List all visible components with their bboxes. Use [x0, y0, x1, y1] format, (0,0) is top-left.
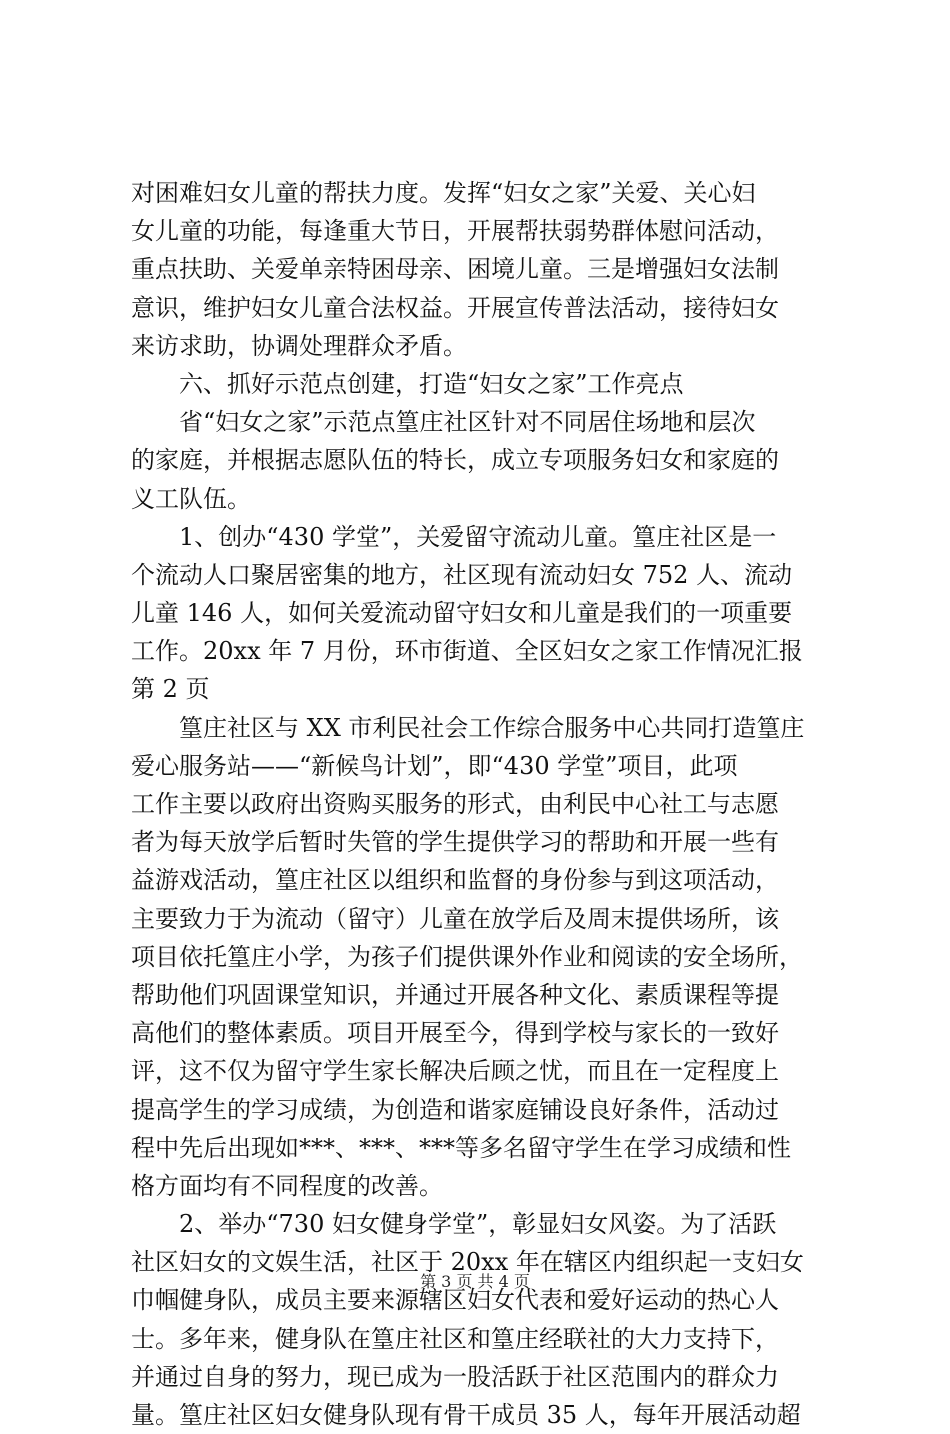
text-line: 巾帼健身队，成员主要来源辖区妇女代表和爱好运动的热心人: [131, 1286, 779, 1315]
text-line: 评，这不仅为留守学生家长解决后顾之忧，而且在一定程度上: [131, 1057, 779, 1086]
text-line: 者为每天放学后暂时失管的学生提供学习的帮助和开展一些有: [131, 828, 779, 857]
text-line: 重点扶助、关爱单亲特困母亲、困境儿童。三是增强妇女法制: [131, 255, 779, 284]
text-line: 士。多年来，健身队在篁庄社区和篁庄经联社的大力支持下，: [131, 1324, 779, 1353]
text-line: 省“妇女之家”示范点篁庄社区针对不同居住场地和层次: [179, 408, 756, 437]
text-line: 意识，维护妇女儿童合法权益。开展宣传普法活动，接待妇女: [131, 293, 779, 322]
text-line: 帮助他们巩固课堂知识，并通过开展各种文化、素质课程等提: [131, 980, 779, 1009]
text-line: 六、抓好示范点创建，打造“妇女之家”工作亮点: [179, 369, 684, 398]
text-line: 2、举办“730 妇女健身学堂”，彰显妇女风姿。为了活跃: [179, 1210, 777, 1239]
text-line: 社区妇女的文娱生活，社区于 20xx 年在辖区内组织起一支妇女: [131, 1248, 804, 1277]
text-line: 提高学生的学习成绩，为创造和谐家庭铺设良好条件，活动过: [131, 1095, 779, 1124]
text-line: 工作主要以政府出资购买服务的形式，由利民中心社工与志愿: [131, 790, 779, 818]
text-line: 主要致力于为流动（留守）儿童在放学后及周末提供场所，该: [131, 904, 779, 933]
text-line: 的家庭，并根据志愿队伍的特长，成立专项服务妇女和家庭的: [131, 446, 779, 475]
text-line: 并通过自身的努力，现已成为一股活跃于社区范围内的群众力: [131, 1362, 779, 1391]
page-footer: 第 3 页 共 4 页: [420, 1272, 530, 1291]
text-line: 爱心服务站——“新候鸟计划”，即“430 学堂”项目，此项: [131, 751, 738, 780]
text-line: 儿童 146 人，如何关爱流动留守妇女和儿童是我们的一项重要: [131, 599, 793, 628]
text-line: 来访求助，协调处理群众矛盾。: [131, 331, 467, 360]
text-line: 1、创办“430 学堂”，关爱留守流动儿童。篁庄社区是一: [179, 522, 777, 551]
text-line: 高他们的整体素质。项目开展至今，得到学校与家长的一致好: [131, 1019, 779, 1048]
text-line: 义工队伍。: [131, 484, 251, 513]
text-line: 女儿童的功能，每逢重大节日，开展帮扶弱势群体慰问活动，: [131, 217, 779, 246]
document-body: [131, 174, 831, 1434]
text-line: 个流动人口聚居密集的地方，社区现有流动妇女 752 人、流动: [131, 560, 793, 589]
text-line: 工作。20xx 年 7 月份，环市街道、全区妇女之家工作情况汇报: [131, 637, 803, 666]
text-line: 第 2 页: [131, 675, 210, 704]
text-line: 篁庄社区与 XX 市利民社会工作综合服务中心共同打造篁庄: [179, 713, 805, 742]
text-line: 对困难妇女儿童的帮扶力度。发挥“妇女之家”关爱、关心妇: [131, 179, 756, 207]
text-line: 益游戏活动，篁庄社区以组织和监督的身份参与到这项活动，: [131, 866, 779, 895]
text-line: 量。篁庄社区妇女健身队现有骨干成员 35 人，每年开展活动超: [131, 1401, 801, 1429]
text-line: 项目依托篁庄小学，为孩子们提供课外作业和阅读的安全场所，: [131, 942, 803, 971]
text-line: 格方面均有不同程度的改善。: [131, 1171, 443, 1200]
text-line: 程中先后出现如***、***、***等多名留守学生在学习成绩和性: [131, 1133, 791, 1162]
